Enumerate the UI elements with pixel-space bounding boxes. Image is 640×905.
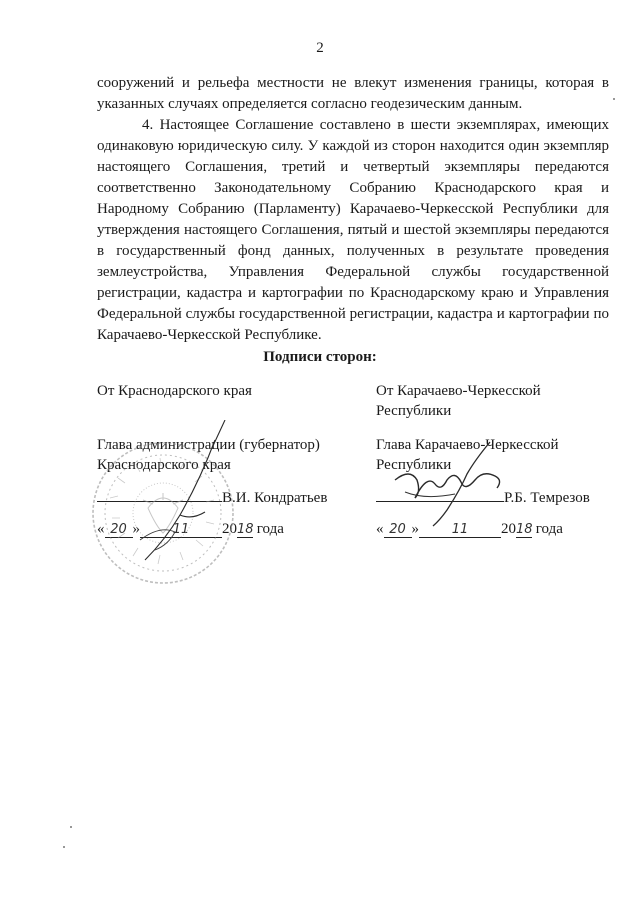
right-party-from-line1: От Карачаево-Черкесской — [376, 383, 541, 399]
right-party-title-line1: Глава Карачаево-Черкесской — [376, 437, 559, 453]
signatures-heading: Подписи сторон: — [263, 349, 377, 365]
right-signature-rule — [376, 487, 504, 502]
right-date-year-suffix: 18 — [516, 522, 533, 537]
right-party-from — [376, 381, 616, 421]
page-number: 2 — [316, 40, 324, 56]
left-party-title-line1: Глава администрации (губернатор) — [97, 437, 320, 453]
left-date-year-prefix: 20 — [222, 521, 237, 537]
scan-speck — [70, 826, 72, 828]
paragraph-clause-4: 4. Настоящее Соглашение составлено в шести экземплярах, имеющих одинаковую юридическую силу. У каждой из сторон находится один экземпляр настоящего Соглашения, третий и четвертый экземпляры передаются соответственно Законодательному Собранию Краснодарского края и Народному Собранию (Парламенту) Карачаево-Черкесской Республики для утверждения настоящего Соглашения, пятый и шестой экземпляры передаются в государственный фонд данных, полученных в результате проведения землеустройства, Управления Федеральной службы государственной регистрации, кадастра и картографии по Краснодарскому краю и Управления Федеральной службы государственной регистрации, кадастра и картографии по Карачаево-Черкесской Республике. — [97, 117, 609, 343]
left-date-close-quote: » — [132, 521, 140, 537]
paragraph-continuation: сооружений и рельефа местности не влекут изменения границы, которая в указанных случаях определяется согласно геодезическим данным. — [97, 75, 609, 112]
left-signatory-name: В.И. Кондратьев — [222, 490, 328, 506]
right-date-month: 11 — [419, 522, 501, 538]
scan-speck — [63, 846, 65, 848]
right-date-close-quote: » — [411, 521, 419, 537]
right-date-open-quote: « — [376, 521, 384, 537]
right-date-day: 20 — [384, 522, 412, 538]
left-date-day: 20 — [105, 522, 133, 538]
left-party-from-text: От Краснодарского края — [97, 383, 252, 399]
right-signature-line — [376, 487, 590, 507]
left-date-month: 11 — [140, 522, 222, 538]
right-party-from-line2: Республики — [376, 403, 452, 419]
left-party-from — [97, 381, 347, 401]
right-date-year-prefix: 20 — [501, 521, 516, 537]
scan-speck — [613, 98, 615, 100]
left-party-title-line2: Краснодарского края — [97, 457, 231, 473]
right-signatory-name: Р.Б. Темрезов — [504, 490, 590, 506]
left-date-year-word: года — [256, 521, 284, 537]
left-date-year-suffix: 18 — [237, 522, 254, 537]
official-seal-stamp — [88, 438, 238, 588]
right-date-year-word: года — [535, 521, 563, 537]
right-party-title — [376, 435, 616, 475]
left-date-open-quote: « — [97, 521, 105, 537]
right-date-line — [376, 521, 563, 538]
right-party-title-line2: Республики — [376, 457, 452, 473]
